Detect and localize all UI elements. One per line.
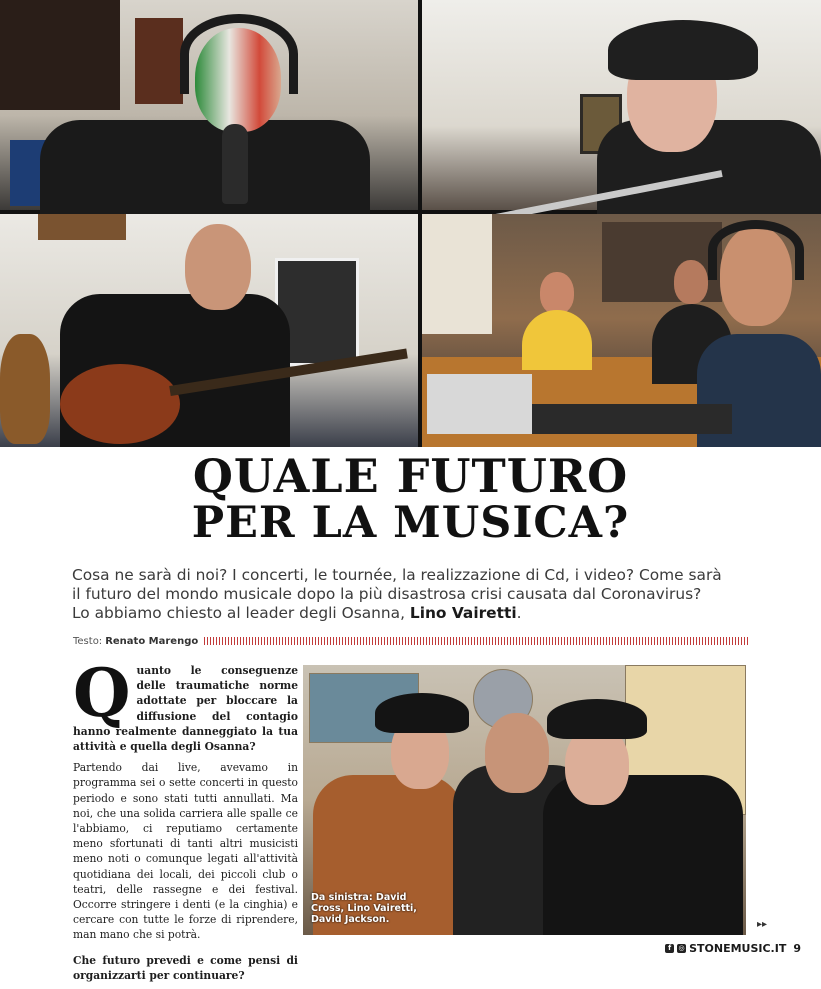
page-number: 9 — [793, 942, 801, 955]
beret-hat — [608, 20, 758, 80]
question-1: uanto le conseguenze delle traumatiche norme adottate per bloccare la diffusione del contagio hanno realmente danneggiato la tua attività e quella degli Osanna? — [73, 664, 298, 754]
deck-line-3 — [72, 604, 772, 623]
microphone-icon — [222, 124, 248, 204]
deck-line-3-end: . — [516, 604, 522, 622]
drop-cap: Q — [73, 654, 131, 732]
footer-site: STONEMUSIC.IT — [689, 942, 787, 955]
deck-line-1: Cosa ne sarà di noi? I concerti, le tournée, la realizzazione di Cd, i video? Come sarà — [72, 566, 722, 584]
article-body-column — [73, 654, 298, 989]
video-call-grid — [0, 0, 821, 447]
photo-caption: Da sinistra: David Cross, Lino Vairetti, David Jackson. — [311, 892, 417, 925]
headline-line-2: PER LA MUSICA? — [191, 498, 630, 548]
continue-arrow: ▸▸ — [757, 919, 768, 930]
video-tile-flutist — [422, 0, 821, 210]
keyboard-synth-icon — [532, 404, 732, 434]
page-footer — [665, 942, 801, 955]
question-2: Che futuro prevedi e come pensi di organizzarti per continuare? — [73, 953, 298, 982]
video-tile-guitarist — [0, 214, 418, 447]
byline-label: Testo: — [73, 635, 103, 647]
byline-author: Renato Marengo — [105, 635, 199, 647]
wall-frame — [38, 214, 126, 240]
wall-poster — [135, 18, 183, 104]
deck-line-3-text: Lo abbiamo chiesto al leader degli Osanna, — [72, 604, 410, 622]
wall-posters — [0, 0, 120, 110]
byline-rule — [204, 637, 749, 645]
answer-1: Partendo dai live, avevamo in programma sei o sette concerti in questo periodo e sono stati tutti annullati. Ma noi, che una solida carriera alle spalle ce l'abbiamo, ci reputiamo certamente meno sfortunati di tanti altri musicisti meno noti o comunque legati all'attività quotidiana dei locali, dei piccoli club o teatri, delle rassegne e dei festival. Occorre stringere i denti (e la cinghia) e cercare con tutte le forze di riprendere, man mano che si potrà. — [73, 761, 298, 942]
facebook-icon: f — [665, 944, 674, 953]
band-photo — [303, 665, 746, 935]
deck-line-2: il futuro del mondo musicale dopo la più disastrosa crisi causata dal Coronavirus? — [72, 585, 702, 603]
electric-guitar-icon — [60, 364, 180, 444]
article-headline — [0, 449, 821, 548]
video-tile-studio — [422, 214, 821, 447]
headline-line-1: QUALE FUTURO — [192, 449, 629, 503]
instagram-icon: ◎ — [678, 944, 685, 952]
guitar-on-stand-icon — [0, 334, 50, 444]
interviewee-name: Lino Vairetti — [409, 604, 517, 622]
video-tile-singer — [0, 0, 418, 210]
byline — [73, 634, 749, 648]
article-deck — [72, 566, 772, 623]
laptop-icon — [427, 374, 532, 434]
